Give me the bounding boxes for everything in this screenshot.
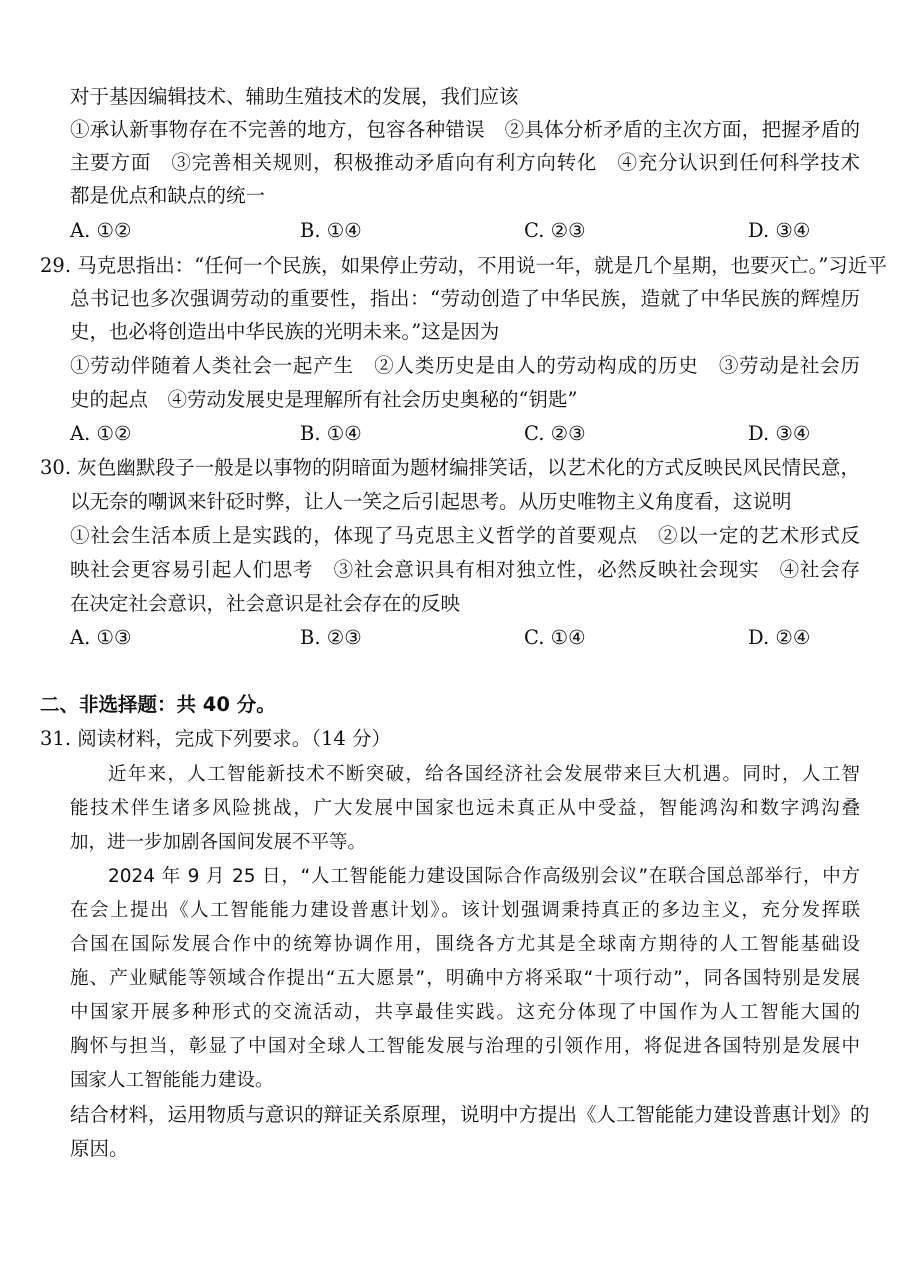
- q31-material-line: 能技术伴生诸多风险挑战，广大发展中国家也远未真正从中受益，智能鸿沟和数字鸿沟叠: [70, 798, 860, 819]
- q28-stem: 对于基因编辑技术、辅助生殖技术的发展，我们应该: [70, 85, 519, 108]
- q29-stem-line: 总书记也多次强调劳动的重要性，指出：“劳动创造了中华民族，造就了中华民族的辉煌历: [70, 287, 860, 310]
- q30-option-c[interactable]: C. ①④: [524, 626, 586, 649]
- q31-stem: 31. 阅读材料，完成下列要求。（14 分）: [40, 727, 391, 750]
- q29-stem-line: 29. 马克思指出：“任何一个民族，如果停止劳动，不用说一年，就是几个星期，也要灭亡。”习近平: [40, 254, 887, 277]
- q28-statement-line: 主要方面 ③完善相关规则，积极推动矛盾向有利方向转化 ④充分认识到任何科学技术: [70, 151, 860, 174]
- q30-statement-line: ①社会生活本质上是实践的，体现了马克思主义哲学的首要观点 ②以一定的艺术形式反: [70, 524, 860, 547]
- q29-statement-line: 史的起点 ④劳动发展史是理解所有社会历史奥秘的“钥匙”: [70, 388, 578, 411]
- q30-statement-line: 在决定社会意识，社会意识是社会存在的反映: [70, 592, 461, 615]
- q30-option-d[interactable]: D. ②④: [748, 626, 811, 649]
- q30-statement-line: 映社会更容易引起人们思考 ③社会意识具有相对独立性，必然反映社会现实 ④社会存: [70, 558, 860, 581]
- q31-material-line: 在会上提出《人工智能能力建设普惠计划》。该计划强调秉持真正的多边主义，充分发挥联: [70, 900, 860, 921]
- q30-option-b[interactable]: B. ②③: [300, 626, 362, 649]
- q28-statement-line: ①承认新事物存在不完善的地方，包容各种错误 ②具体分析矛盾的主次方面，把握矛盾的: [70, 118, 860, 141]
- q28-option-b[interactable]: B. ①④: [300, 219, 362, 242]
- section-heading: 二、非选择题：共 40 分。: [40, 693, 276, 716]
- q31-material-line: 施、产业赋能等领域合作提出“五大愿景”，明确中方将采取“十项行动”，同各国特别是发展: [70, 968, 860, 989]
- q28-option-a[interactable]: A. ①②: [70, 219, 132, 242]
- q30-stem-line: 30. 灰色幽默段子一般是以事物的阴暗面为题材编排笑话，以艺术化的方式反映民风民情民意，: [40, 456, 860, 479]
- q29-option-d[interactable]: D. ③④: [748, 422, 811, 445]
- q30-stem-line: 以无奈的嘲讽来针砭时弊，让人一笑之后引起思考。从历史唯物主义角度看，这说明: [70, 490, 792, 513]
- q31-material-line: 加，进一步加剧各国间发展不平等。: [70, 832, 367, 853]
- q31-material-line: 中国家开展多种形式的交流活动，共享最佳实践。这充分体现了中国作为人工智能大国的: [70, 1002, 860, 1023]
- q29-option-b[interactable]: B. ①④: [300, 422, 362, 445]
- q28-option-c[interactable]: C. ②③: [524, 219, 586, 242]
- q31-requirement-line: 原因。: [70, 1137, 129, 1160]
- q29-option-c[interactable]: C. ②③: [524, 422, 586, 445]
- q31-material-line: 2024 年 9 月 25 日，“人工智能能力建设国际合作高级别会议”在联合国总部举行，中方: [108, 866, 860, 887]
- q29-statement-line: ①劳动伴随着人类社会一起产生 ②人类历史是由人的劳动构成的历史 ③劳动是社会历: [70, 354, 860, 377]
- q31-requirement-line: 结合材料，运用物质与意识的辩证关系原理，说明中方提出《人工智能能力建设普惠计划》的: [70, 1103, 870, 1126]
- q31-material-line: 胸怀与担当，彰显了中国对全球人工智能发展与治理的引领作用，将促进各国特别是发展中: [70, 1036, 860, 1057]
- q31-material-line: 近年来，人工智能新技术不断突破，给各国经济社会发展带来巨大机遇。同时，人工智: [108, 764, 860, 785]
- q29-stem-line: 史，也必将创造出中华民族的光明未来。”这是因为: [70, 320, 500, 343]
- q28-option-d[interactable]: D. ③④: [748, 219, 811, 242]
- q31-material-line: 合国在国际发展合作中的统筹协调作用，围绕各方尤其是全球南方期待的人工智能基础设: [70, 934, 860, 955]
- q30-option-a[interactable]: A. ①③: [70, 626, 132, 649]
- q29-option-a[interactable]: A. ①②: [70, 422, 132, 445]
- q31-material-line: 国家人工智能能力建设。: [70, 1070, 274, 1091]
- q28-statement-line: 都是优点和缺点的统一: [70, 184, 266, 207]
